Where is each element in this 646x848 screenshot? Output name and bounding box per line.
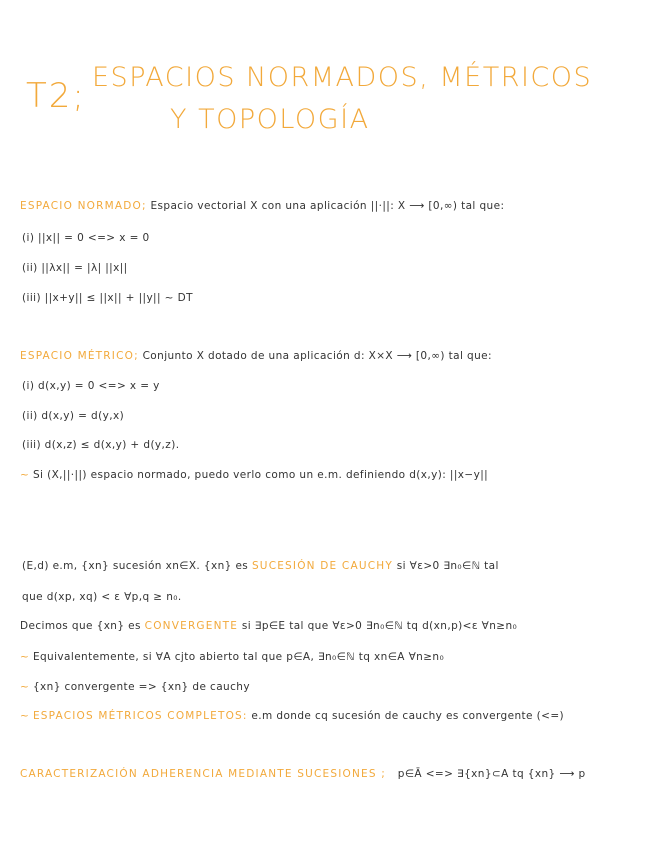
convergente-cauchy-text: {xn} convergente => {xn} de cauchy bbox=[32, 681, 250, 693]
metrico-heading: ESPACIO MÉTRICO; bbox=[20, 350, 139, 362]
tilde-mark: ~ bbox=[20, 469, 30, 481]
metrico-block bbox=[20, 350, 492, 362]
normado-definition: Espacio vectorial X con una aplicación ||·||: X ⟶ [0,∞) tal que: bbox=[150, 200, 505, 212]
normado-item-3: (iii) ||x+y|| ≤ ||x|| + ||y|| ~ DT bbox=[22, 292, 193, 304]
adherencia-line bbox=[20, 768, 586, 780]
completos-line bbox=[20, 710, 564, 722]
adherencia-formula: p∈Ā <=> ∃{xn}⊂A tq {xn} ⟶ p bbox=[397, 768, 586, 780]
cauchy-term: SUCESIÓN DE CAUCHY bbox=[251, 560, 393, 572]
convergente-line bbox=[20, 620, 517, 632]
cauchy-line-1-post: si ∀ε>0 ∃n₀∈ℕ tal bbox=[396, 560, 499, 572]
completos-term: ESPACIOS MÉTRICOS COMPLETOS: bbox=[32, 710, 248, 722]
tilde-mark: ~ bbox=[20, 710, 30, 722]
convergente-pre: Decimos que {xn} es bbox=[20, 620, 141, 632]
normado-block bbox=[20, 200, 504, 212]
metrico-note-text: Si (X,||·||) espacio normado, puedo verlo como un e.m. definiendo d(x,y): ||x−y|| bbox=[32, 469, 489, 481]
normado-heading: ESPACIO NORMADO; bbox=[20, 200, 147, 212]
metrico-item-2: (ii) d(x,y) = d(y,x) bbox=[22, 410, 125, 422]
title-line2: Y TOPOLOGÍA bbox=[170, 104, 370, 135]
title-line1: ESPACIOS NORMADOS, MÉTRICOS bbox=[92, 62, 593, 93]
convergente-cauchy-line bbox=[20, 681, 250, 693]
adherencia-heading: CARACTERIZACIÓN ADHERENCIA MEDIANTE SUCESIONES ; bbox=[20, 768, 387, 780]
metrico-item-3: (iii) d(x,z) ≤ d(x,y) + d(y,z). bbox=[22, 439, 180, 451]
normado-item-2: (ii) ||λx|| = |λ| ||x|| bbox=[22, 262, 128, 274]
metrico-definition: Conjunto X dotado de una aplicación d: X×X ⟶ [0,∞) tal que: bbox=[142, 350, 492, 362]
tilde-mark: ~ bbox=[20, 651, 30, 663]
equivalente-line bbox=[20, 651, 444, 663]
cauchy-line-1 bbox=[22, 560, 499, 572]
convergente-term: CONVERGENTE bbox=[144, 620, 239, 632]
metrico-item-1: (i) d(x,y) = 0 <=> x = y bbox=[22, 380, 160, 392]
cauchy-line-2: que d(xp, xq) < ε ∀p,q ≥ n₀. bbox=[22, 591, 182, 603]
title-t2: T2; bbox=[26, 76, 86, 116]
normado-item-1: (i) ||x|| = 0 <=> x = 0 bbox=[22, 232, 150, 244]
convergente-post: si ∃p∈E tal que ∀ε>0 ∃n₀∈ℕ tq d(xn,p)<ε ∀n≥n₀ bbox=[241, 620, 518, 632]
completos-text: e.m donde cq sucesión de cauchy es convergente (<=) bbox=[251, 710, 565, 722]
tilde-mark: ~ bbox=[20, 681, 30, 693]
equivalente-text: Equivalentemente, si ∀A cjto abierto tal que p∈A, ∃n₀∈ℕ tq xn∈A ∀n≥n₀ bbox=[32, 651, 445, 663]
metrico-note bbox=[20, 469, 488, 481]
cauchy-line-1-pre: (E,d) e.m, {xn} sucesión xn∈X. {xn} es bbox=[22, 560, 249, 572]
